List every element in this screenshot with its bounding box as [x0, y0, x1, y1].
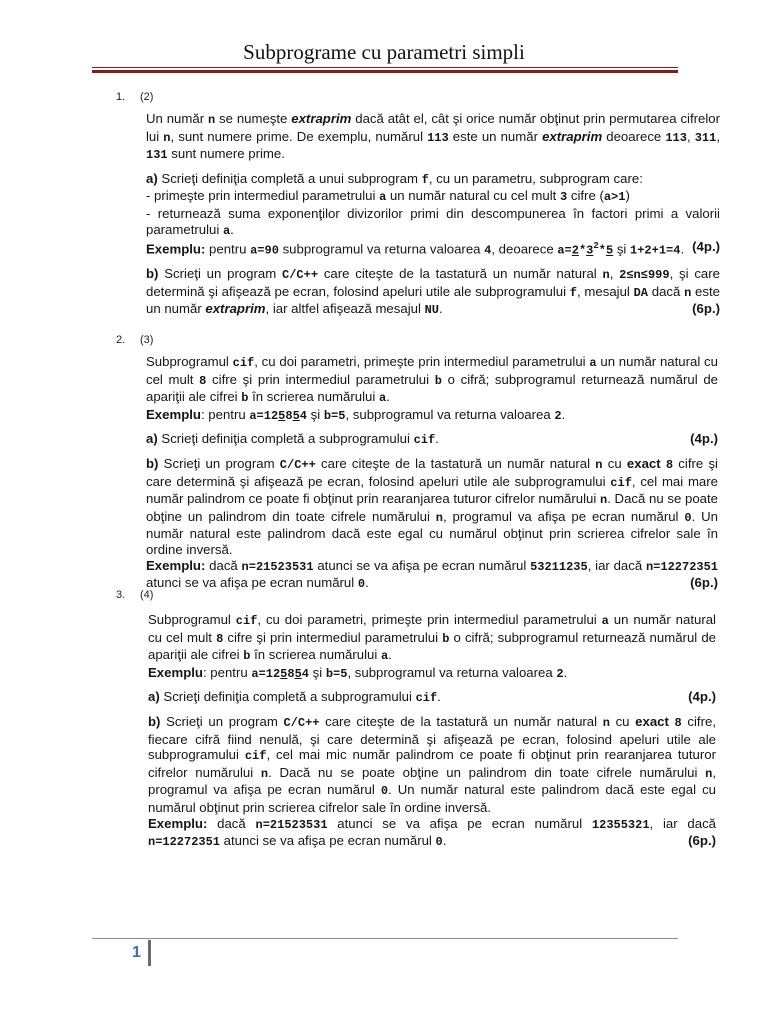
problem-1-part-a-item-2: - returnează suma exponenţilor divizorilor primi din descompunerea în factori primi a valorii parametrului a.	[146, 205, 720, 238]
header-rule-thin	[92, 67, 678, 68]
problem-3-part-a: a) Scrieţi definiţia completă a subprogramului cif. (4p.)	[148, 689, 716, 706]
header-rule-thick	[92, 70, 678, 73]
problem-2-label	[116, 334, 153, 346]
problem-2-part-a: a) Scrieţi definiţia completă a subprogramului cif. (4p.)	[146, 431, 718, 448]
problem-2-text	[146, 354, 718, 593]
problem-1-part-a-item-1: - primeşte prin intermediul parametrului a un număr natural cu cel mult 3 cifre (a>1)	[146, 188, 630, 205]
problem-1-label	[116, 91, 153, 103]
points-a: (4p.)	[690, 431, 718, 447]
problem-number: 2.	[116, 334, 126, 346]
problem-3-statement: Subprogramul cif, cu doi parametri, primeşte prin intermediul parametrului a un număr natural cu cel mult 8 cifre şi prin intermediul parametrului b o cifră; subprogramul returnează numărul de apariţii ale cifrei b în scrierea numărului a.	[148, 612, 716, 664]
page-number: 1	[132, 944, 141, 961]
footer-bar	[148, 940, 151, 966]
problem-number: 3.	[116, 589, 126, 601]
problem-source: (4)	[140, 589, 154, 601]
problem-1-statement: Un număr n se numeşte extraprim dacă atât el, cât şi orice număr obţinut prin permutarea cifrelor lui n, sunt numere prime. De exemplu, numărul 113 este un număr extraprim deoarece 113, 311, 131 sunt numere prime.	[146, 111, 721, 163]
points-b: (6p.)	[688, 833, 716, 849]
points-a: (4p.)	[688, 689, 716, 705]
problem-3-example-2: Exemplu: dacă n=21523531 atunci se va afişa pe ecran numărul 12355321, iar dacă n=12272351 atunci se va afişa pe ecran numărul 0. (6p.)	[148, 815, 716, 850]
problem-3-part-b: b) Scrieţi un program C/C++ care citeşte de la tastatură un număr natural n cu exact 8 cifre, fiecare cifră fiind nenulă, şi care determină şi afişează pe ecran, folosind apeluri utile ale subprogramului cif, cel mai mic număr palindrom ce poate fi obţinut prin rearanjarea tuturor cifrelor numărului n. Dacă nu se poate obţine un palindrom din toate cifrele numărului n, programul va afişa pe ecran numărul 0. Un număr natural este palindrom dacă este egal cu numărul obţinut prin scrierea cifrelor sale în ordine inversă.	[148, 713, 716, 815]
problem-3-example: Exemplu: pentru a=125854 şi b=5, subprogramul va returna valoarea 2.	[148, 664, 568, 681]
page-title: Subprograme cu parametri simpli	[243, 40, 525, 64]
problem-number: 1.	[116, 91, 126, 103]
problem-3-text	[148, 612, 716, 851]
problem-source: (3)	[140, 334, 154, 346]
problem-1-part-a: a) Scrieţi definiţia completă a unui subprogram f, cu un parametru, subprogram care:	[146, 170, 643, 187]
problem-2-example: Exemplu: pentru a=125854 şi b=5, subprogramul va returna valoarea 2.	[146, 406, 566, 423]
problem-2-example-2: Exemplu: dacă n=21523531 atunci se va afişa pe ecran numărul 53211235, iar dacă n=12272351 atunci se va afişa pe ecran numărul 0. (6p.)	[146, 557, 718, 592]
points-a: (4p.)	[692, 239, 720, 255]
points-b: (6p.)	[690, 575, 718, 591]
points-b: (6p.)	[692, 301, 720, 317]
problem-source: (2)	[140, 91, 154, 103]
problem-3-label	[116, 589, 153, 601]
problem-2-part-b: b) Scrieţi un program C/C++ care citeşte de la tastatură un număr natural n cu exact 8 cifre şi care determină şi afişează pe ecran, folosind apeluri utile ale subprogramului cif, cel mai mare număr palindrom ce poate fi obţinut prin rearanjarea tuturor cifrelor numărului n. Dacă nu se poate obţine un palindrom din toate cifrele numărului n, programul va afişa pe ecran numărul 0. Un număr natural este palindrom dacă este egal cu numărul obţinut prin scrierea cifrelor sale în ordine inversă.	[146, 455, 719, 557]
problem-2-statement: Subprogramul cif, cu doi parametri, primeşte prin intermediul parametrului a un număr natural cu cel mult 8 cifre şi prin intermediul parametrului b o cifră; subprogramul returnează numărul de apariţii ale cifrei b în scrierea numărului a.	[146, 354, 718, 406]
problem-1-example: Exemplu: pentru a=90 subprogramul va returna valoarea 4, deoarece $a=2*3^2*5$ şi 1+2+1=4. (4p.)	[146, 239, 720, 258]
problem-1-part-b: b) Scrieţi un program C/C++ care citeşte de la tastatură un număr natural n, 2≤n≤999, şi care determină şi afişează pe ecran, folosind apeluri utile ale subprogramului f, mesajul DA dacă n este un număr extraprim, iar altfel afişează mesajul NU. (6p.)	[146, 266, 720, 318]
problem-1-text	[146, 111, 720, 319]
footer-rule	[92, 938, 678, 939]
